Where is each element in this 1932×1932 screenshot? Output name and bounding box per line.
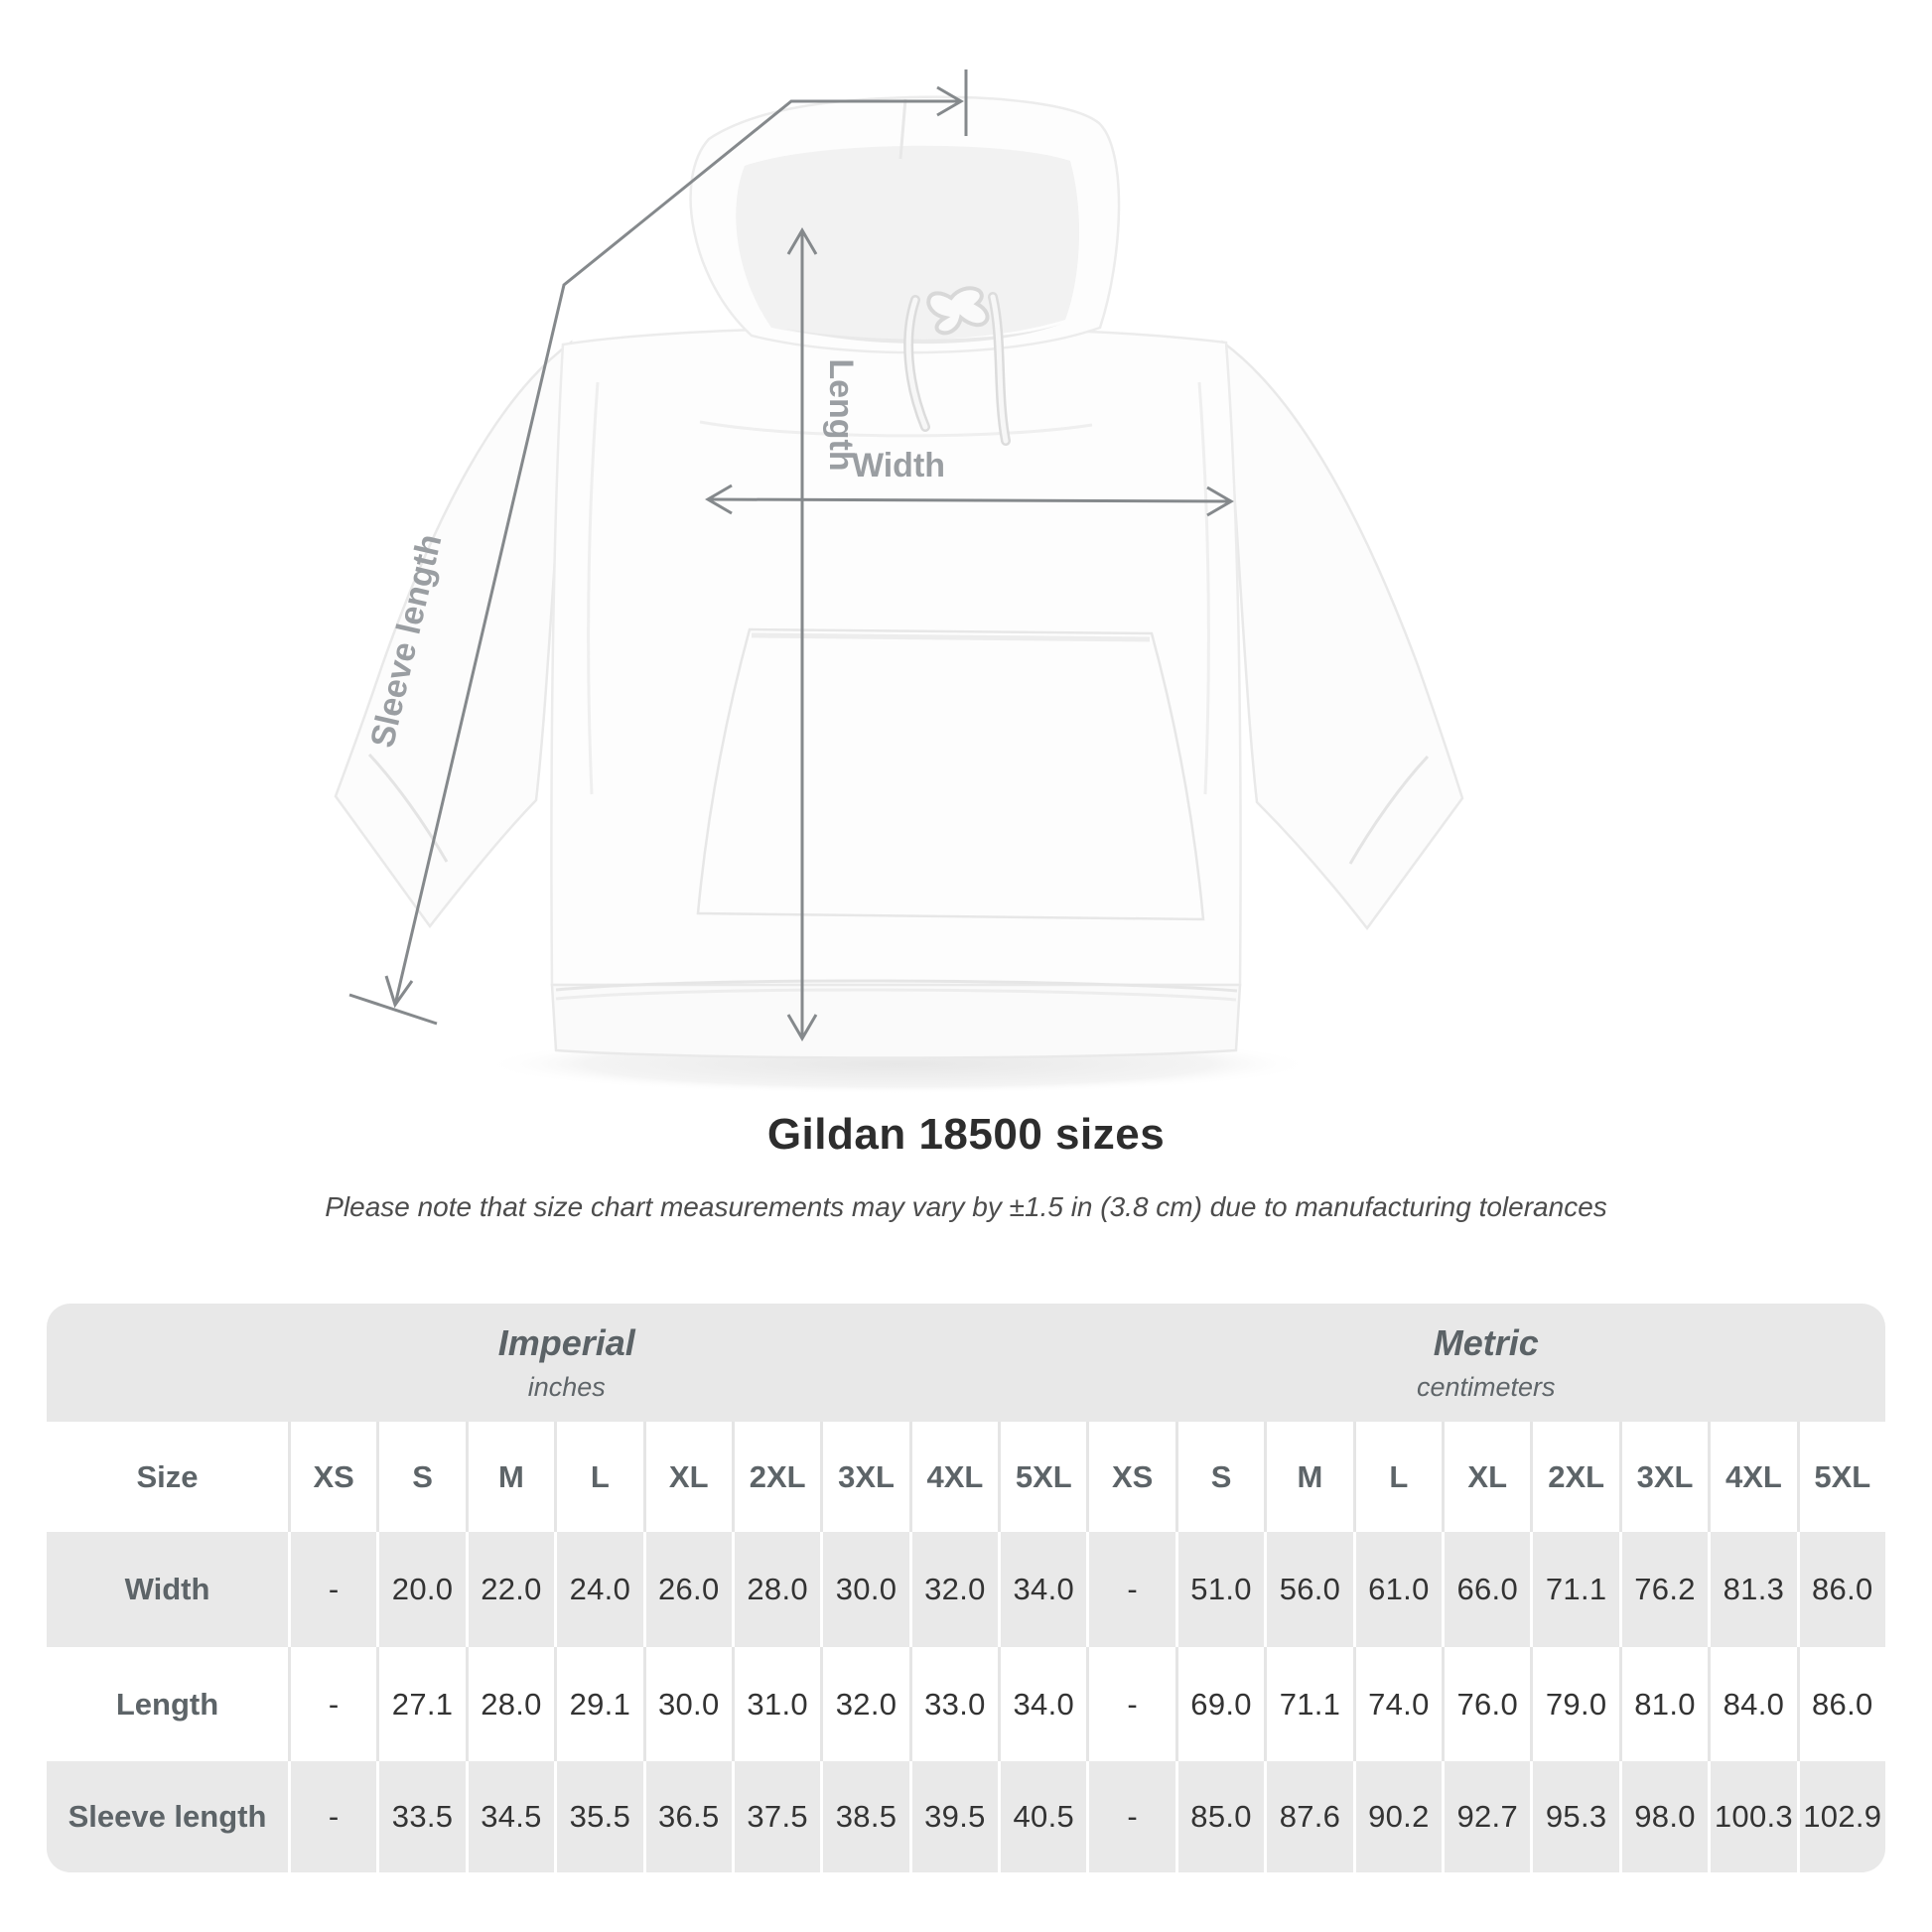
hoodie-hem [552, 981, 1240, 1057]
imperial-group-header [47, 1304, 1087, 1422]
imperial-size-header: 4XL [909, 1422, 998, 1532]
imperial-size-header: XS [288, 1422, 376, 1532]
sleeve-imperial-value: 39.5 [909, 1761, 998, 1872]
metric-size-header: L [1353, 1422, 1442, 1532]
imperial-group-unit: inches [527, 1371, 606, 1402]
table-row-length [47, 1647, 1885, 1761]
hoodie-hood [691, 97, 1119, 352]
length-imperial-value: 32.0 [820, 1647, 908, 1761]
size-header-row [47, 1422, 1885, 1532]
sleeve-metric-value: 87.6 [1264, 1761, 1352, 1872]
sleeve-imperial-value: 33.5 [376, 1761, 465, 1872]
size-chart-title: Gildan 18500 sizes [766, 1110, 1166, 1159]
corner-header-cell: Size [136, 1458, 199, 1494]
sleeve-metric-value: 85.0 [1175, 1761, 1264, 1872]
width-metric-value: 56.0 [1264, 1532, 1352, 1647]
sleeve-metric-value: 102.9 [1797, 1761, 1885, 1872]
width-label: Width [851, 447, 946, 484]
table-row-width [47, 1532, 1885, 1647]
row-label: Sleeve length [68, 1799, 267, 1834]
width-imperial-value: 32.0 [909, 1532, 998, 1647]
sleeve-imperial-value: 40.5 [998, 1761, 1086, 1872]
metric-size-header: 5XL [1797, 1422, 1885, 1532]
width-metric-value: 66.0 [1442, 1532, 1530, 1647]
imperial-size-header: M [466, 1422, 554, 1532]
width-line [708, 499, 1231, 501]
imperial-size-header: S [376, 1422, 465, 1532]
size-table [47, 1304, 1885, 1872]
width-imperial-value: 28.0 [732, 1532, 820, 1647]
imperial-size-header: XL [643, 1422, 732, 1532]
metric-size-header: S [1175, 1422, 1264, 1532]
length-metric-value: 86.0 [1797, 1647, 1885, 1761]
imperial-size-header: 2XL [732, 1422, 820, 1532]
metric-size-header: 2XL [1530, 1422, 1618, 1532]
unit-group-band [47, 1304, 1885, 1422]
sleeve-metric-value: 98.0 [1619, 1761, 1708, 1872]
length-metric-value: 81.0 [1619, 1647, 1708, 1761]
width-imperial-value: 20.0 [376, 1532, 465, 1647]
sleeve-metric-value: 92.7 [1442, 1761, 1530, 1872]
width-metric-value: 71.1 [1530, 1532, 1618, 1647]
sleeve-metric-value: - [1086, 1761, 1174, 1872]
sleeve-imperial-value: 38.5 [820, 1761, 908, 1872]
metric-size-header: XS [1086, 1422, 1174, 1532]
width-metric-value: 81.3 [1708, 1532, 1796, 1647]
sleeve-imperial-value: - [288, 1761, 376, 1872]
length-imperial-value: 34.0 [998, 1647, 1086, 1761]
sleeve-length-label: Sleeve length [363, 530, 450, 752]
length-imperial-value: 30.0 [643, 1647, 732, 1761]
width-metric-value: 86.0 [1797, 1532, 1885, 1647]
length-metric-value: - [1086, 1647, 1174, 1761]
width-imperial-value: 24.0 [554, 1532, 642, 1647]
width-imperial-value: - [288, 1532, 376, 1647]
imperial-size-header: 5XL [998, 1422, 1086, 1532]
metric-group-unit: centimeters [1416, 1371, 1556, 1402]
length-metric-value: 84.0 [1708, 1647, 1796, 1761]
sleeve-imperial-value: 37.5 [732, 1761, 820, 1872]
metric-size-header: XL [1442, 1422, 1530, 1532]
width-imperial-value: 22.0 [466, 1532, 554, 1647]
width-metric-value: 61.0 [1353, 1532, 1442, 1647]
length-imperial-value: 33.0 [909, 1647, 998, 1761]
sleeve-imperial-value: 35.5 [554, 1761, 642, 1872]
width-imperial-value: 30.0 [820, 1532, 908, 1647]
width-imperial-value: 34.0 [998, 1532, 1086, 1647]
length-metric-value: 69.0 [1175, 1647, 1264, 1761]
sleeve-metric-value: 90.2 [1353, 1761, 1442, 1872]
sleeve-metric-value: 95.3 [1530, 1761, 1618, 1872]
row-label: Width [124, 1572, 210, 1606]
imperial-size-header: 3XL [820, 1422, 908, 1532]
length-imperial-value: 28.0 [466, 1647, 554, 1761]
width-metric-value: 76.2 [1619, 1532, 1708, 1647]
length-imperial-value: 29.1 [554, 1647, 642, 1761]
length-metric-value: 71.1 [1264, 1647, 1352, 1761]
size-chart-subtitle: Please note that size chart measurements may vary by ±1.5 in (3.8 cm) due to manufacturing tolerances [325, 1191, 1607, 1222]
sleeve-metric-value: 100.3 [1708, 1761, 1796, 1872]
kangaroo-pocket [698, 629, 1203, 919]
sleeve-imperial-value: 34.5 [466, 1761, 554, 1872]
width-imperial-value: 26.0 [643, 1532, 732, 1647]
length-metric-value: 79.0 [1530, 1647, 1618, 1761]
metric-size-header: M [1264, 1422, 1352, 1532]
width-metric-value: - [1086, 1532, 1174, 1647]
metric-size-header: 3XL [1619, 1422, 1708, 1532]
metric-size-header: 4XL [1708, 1422, 1796, 1532]
length-label: Length [822, 358, 860, 472]
length-metric-value: 74.0 [1353, 1647, 1442, 1761]
metric-group-header [1087, 1304, 1886, 1422]
sleeve-imperial-value: 36.5 [643, 1761, 732, 1872]
length-imperial-value: 31.0 [732, 1647, 820, 1761]
imperial-group-title: Imperial [497, 1322, 635, 1364]
table-row-sleeve-length [47, 1761, 1885, 1872]
width-metric-value: 51.0 [1175, 1532, 1264, 1647]
length-imperial-value: 27.1 [376, 1647, 465, 1761]
metric-group-title: Metric [1433, 1322, 1539, 1364]
row-label: Length [115, 1686, 219, 1722]
length-metric-value: 76.0 [1442, 1647, 1530, 1761]
length-imperial-value: - [288, 1647, 376, 1761]
imperial-size-header: L [554, 1422, 642, 1532]
